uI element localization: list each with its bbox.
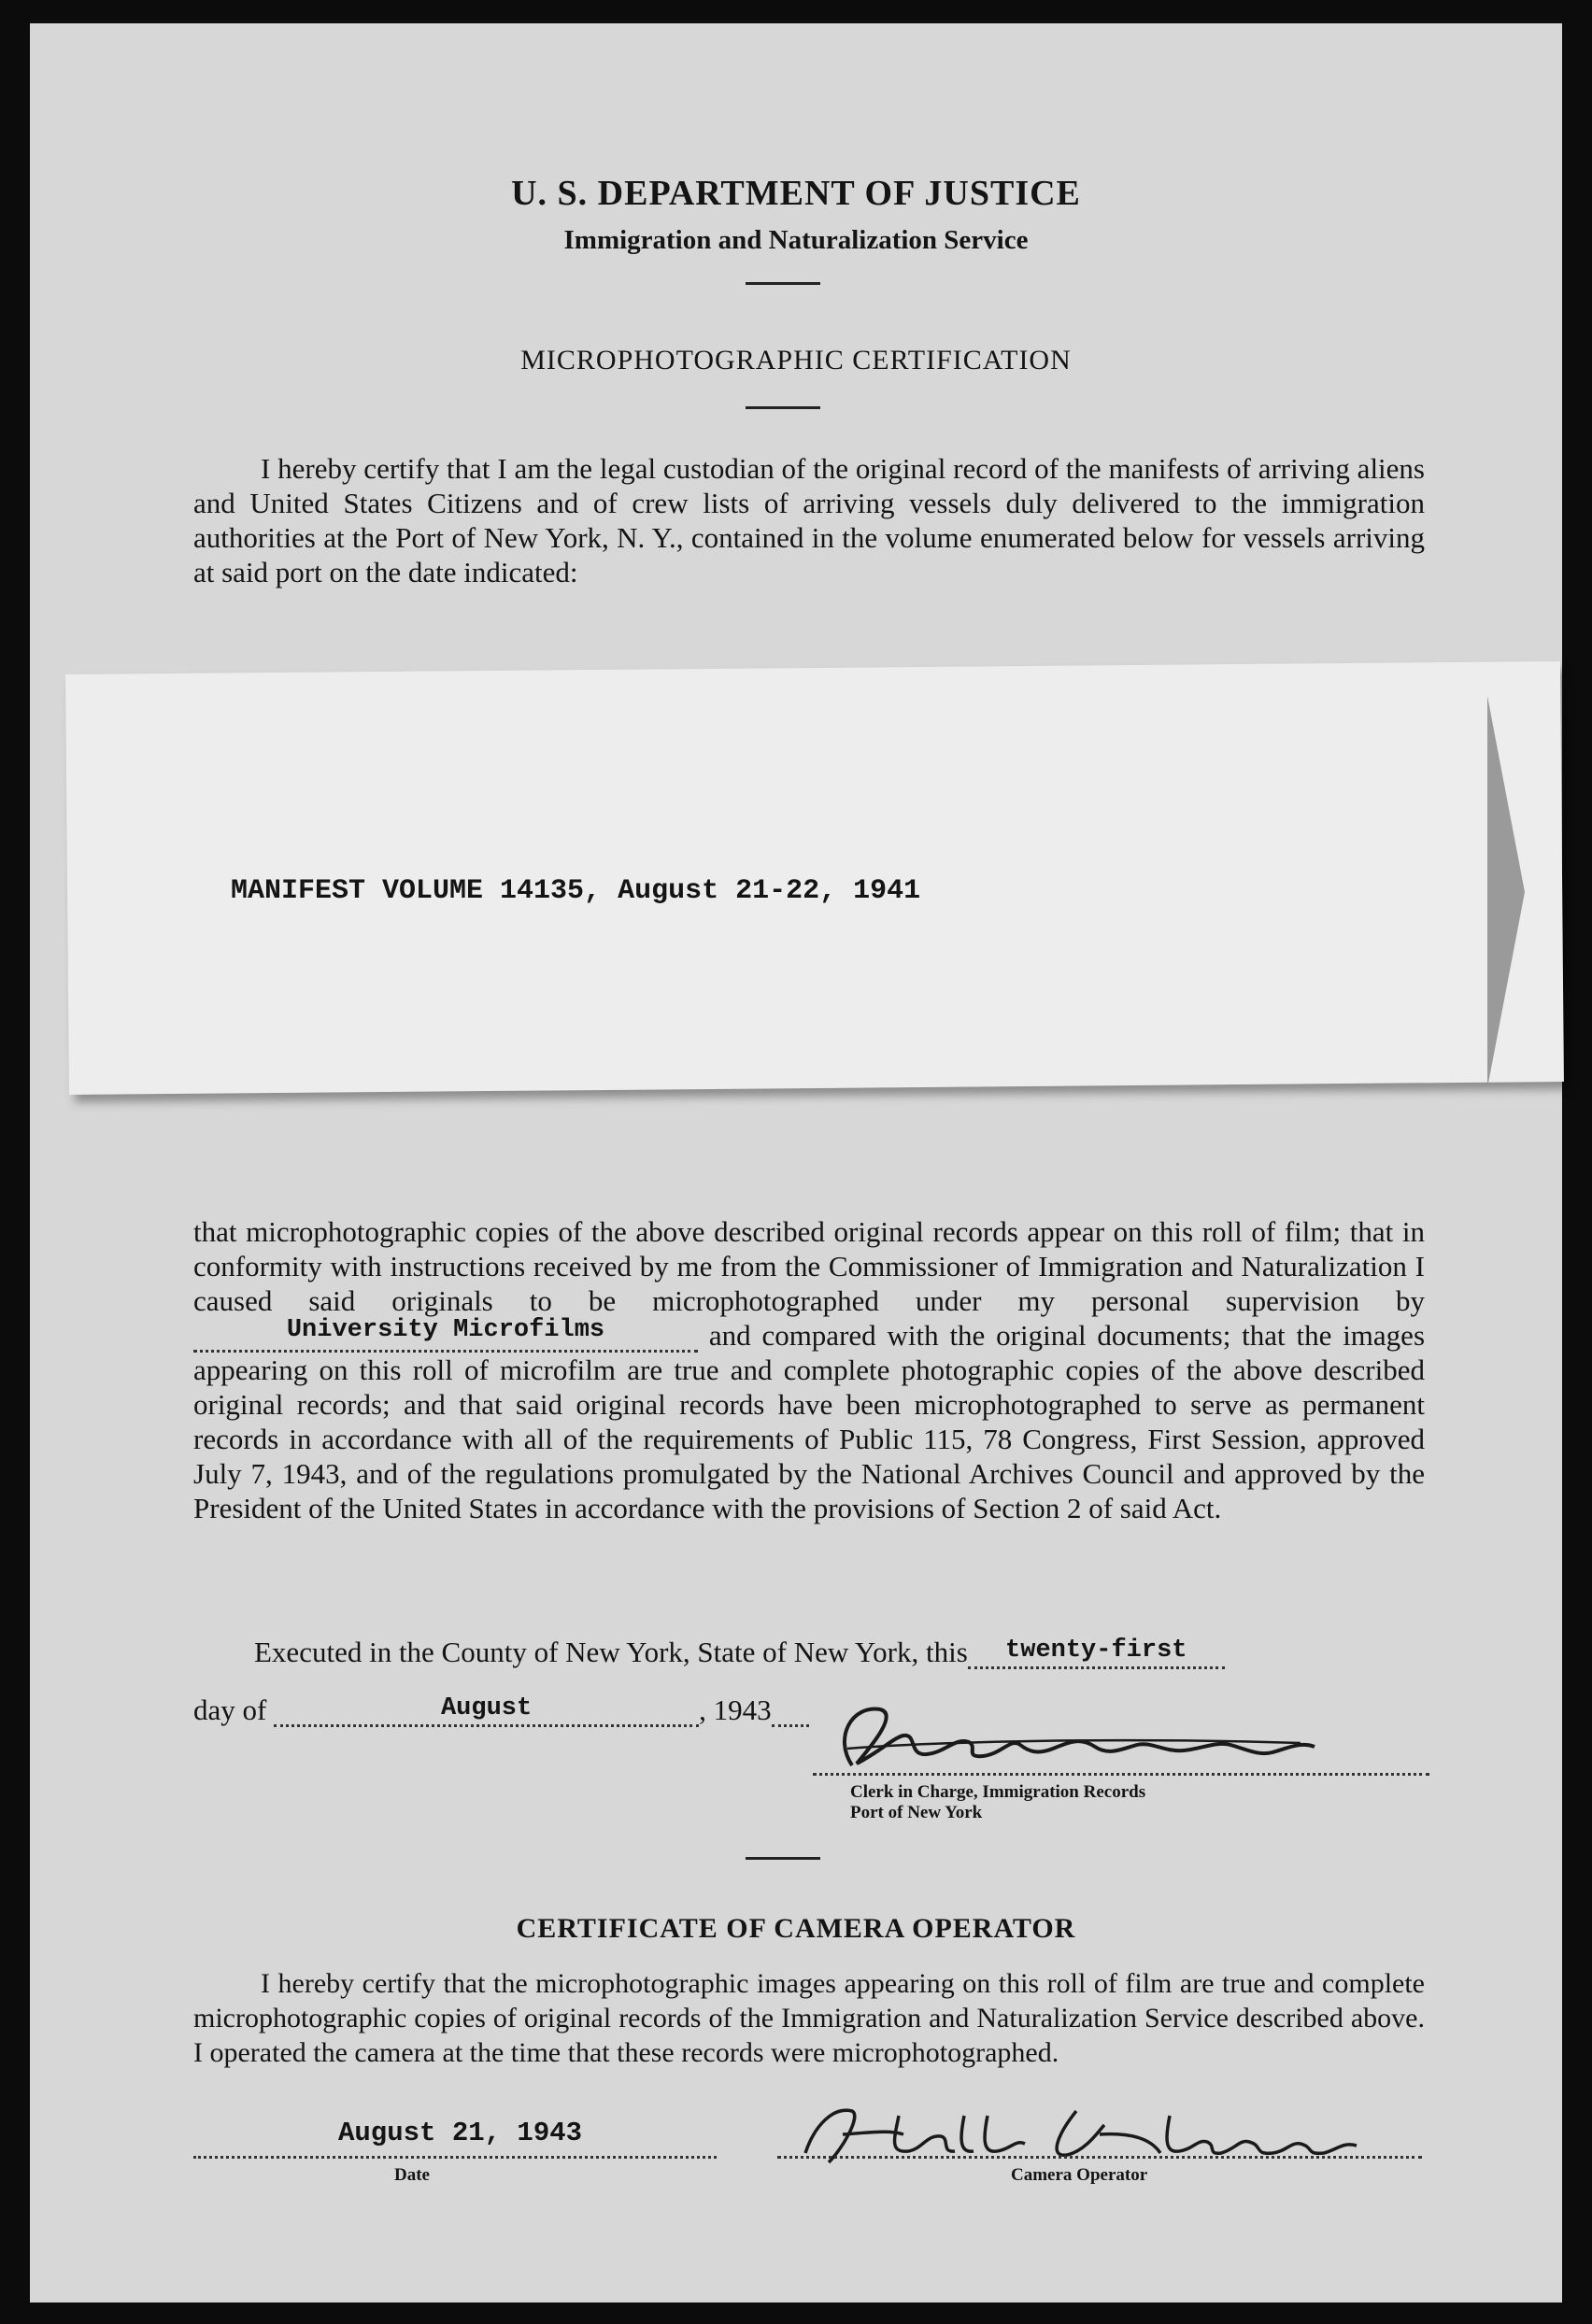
divider-rule xyxy=(746,406,820,409)
date-label: Date xyxy=(394,2165,430,2185)
camera-operator-signature-line xyxy=(777,2156,1422,2159)
executed-line xyxy=(254,1635,1225,1669)
body-text-a: that microphotographic copies of the above described original records appear on this roll of film; that in conformity with instructions received by me from the Commissioner of Immigration and Naturalization I caused said originals to be microphotographed under my personal supervision by xyxy=(193,1215,1425,1317)
clerk-title xyxy=(850,1782,1145,1823)
camera-operator-signature xyxy=(777,2097,1431,2172)
year-digit: 3 xyxy=(757,1693,772,1726)
microfilmer-value: University Microfilms xyxy=(286,1316,605,1344)
day-fill-line xyxy=(968,1635,1225,1669)
certification-title: MICROPHOTOGRAPHIC CERTIFICATION xyxy=(520,345,1072,376)
month-fill-line xyxy=(274,1693,699,1727)
clerk-signature-text: Geo Baeau xyxy=(815,1700,819,1701)
divider-rule xyxy=(746,282,820,285)
camera-operator-signature-text: Hallah Alexander xyxy=(777,2097,785,2098)
executed-prefix: Executed in the County of New York, State of New York, this xyxy=(254,1636,968,1668)
certificate-page xyxy=(30,23,1562,2303)
manifest-volume-label: MANIFEST VOLUME 14135, August 21-22, 1941 xyxy=(231,875,921,907)
certification-body xyxy=(193,1214,1425,1525)
clerk-title-line1: Clerk in Charge, Immigration Records xyxy=(850,1782,1146,1802)
day-ordinal-value: twenty-first xyxy=(1005,1637,1187,1665)
divider-rule xyxy=(746,1857,820,1860)
year-prefix: , 194 xyxy=(699,1693,758,1726)
clerk-title-line2: Port of New York xyxy=(850,1803,983,1822)
microfilmer-fill-line xyxy=(193,1318,698,1353)
service-subheading: Immigration and Naturalization Service xyxy=(563,225,1029,255)
clerk-signature-line xyxy=(813,1773,1429,1776)
body-text-b: and compared with the original documents; that the images appearing on this roll of microfilm are true and complete photographic copies of the above described original records; and that said original records have been microphotographed to serve as permanent records in accordance with all of the requirements of Public 115, 78 Congress, First Session, approved July 7, 1943, and of the regulations promulgated by the National Archives Council and approved by the President of the United States in accordance with the provisions of Section 2 of said Act. xyxy=(193,1319,1426,1524)
date-line xyxy=(193,2156,717,2159)
camera-operator-label: Camera Operator xyxy=(1011,2165,1148,2185)
department-heading: U. S. DEPARTMENT OF JUSTICE xyxy=(511,174,1081,213)
day-of-label: day of xyxy=(193,1693,267,1726)
year-fill-line xyxy=(772,1693,809,1727)
operator-date-value: August 21, 1943 xyxy=(338,2118,583,2148)
day-of-line xyxy=(193,1693,809,1727)
camera-operator-heading: CERTIFICATE OF CAMERA OPERATOR xyxy=(516,1913,1076,1944)
camera-operator-statement: I hereby certify that the microphotographic images appearing on this roll of film are true and complete microphotographic copies of original records of the Immigration and Naturalization Service described above. I operated the camera at the time that these records were microphotographed. xyxy=(193,1968,1425,2068)
month-value: August xyxy=(440,1694,533,1722)
clerk-signature xyxy=(815,1700,1427,1775)
intro-paragraph: I hereby certify that I am the legal custodian of the original record of the manifests of arriving aliens and United States Citizens and of crew lists of arriving vessels duly delivered to the immigration authorities at the Port of New York, N. Y., contained in the volume enumerated below for vessels arriving at said port on the date indicated: xyxy=(193,452,1425,588)
